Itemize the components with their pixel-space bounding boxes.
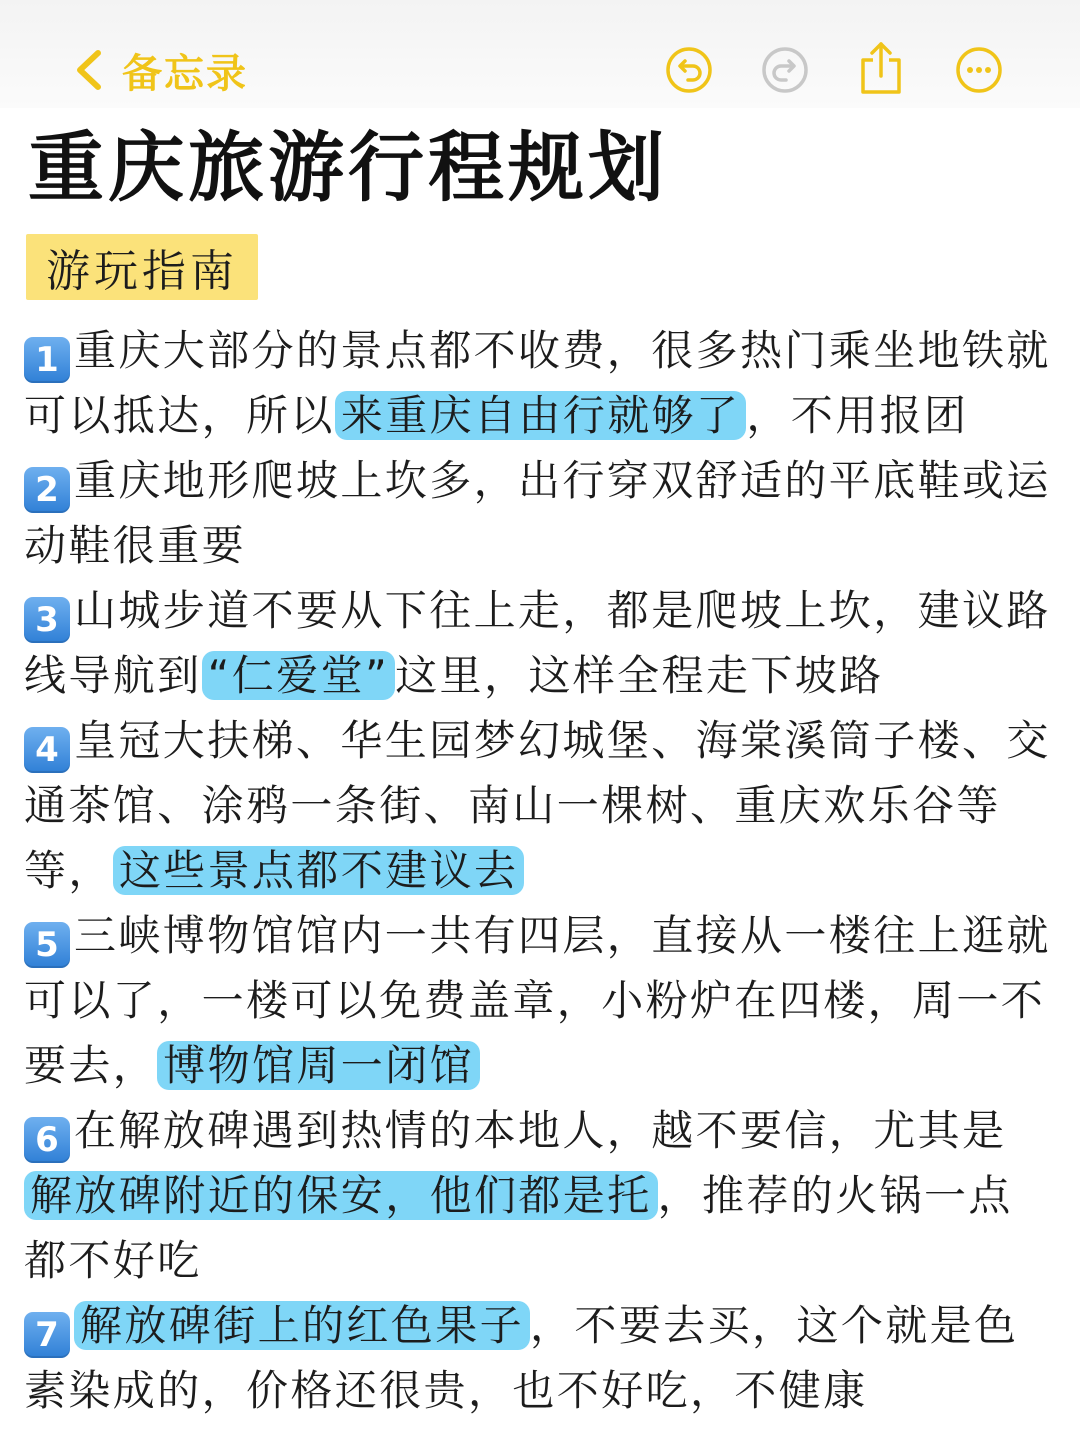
section-tag [26, 234, 258, 300]
list-item [24, 448, 1056, 578]
item-text: 重庆地形爬坡上坎多，出行穿双舒适的平底鞋或运动鞋很重要 [24, 456, 1051, 570]
highlighted-text: 解放碑附近的保安，他们都是托 [24, 1171, 658, 1220]
number-badge-icon: 2 [24, 467, 70, 513]
highlighted-text: “仁爱堂” [202, 651, 396, 700]
number-badge-icon: 7 [24, 1312, 70, 1358]
number-badge-icon: 4 [24, 727, 70, 773]
note-title: 重庆旅游行程规划 [28, 123, 668, 212]
item-text-end: ，不用报团 [746, 391, 969, 440]
section-tag-label: 游玩指南 [46, 246, 238, 297]
item-text-end: ，推荐的火锅一点都不好吃 [24, 1171, 1013, 1285]
item-text: 在解放碑遇到热情的本地人，越不要信，尤其是 [74, 1106, 1007, 1155]
share-button[interactable] [856, 40, 906, 96]
item-text-end: 这里，这样全程走下坡路 [395, 651, 884, 700]
note-body[interactable] [24, 318, 1056, 1423]
highlighted-text: 这些景点都不建议去 [113, 846, 525, 895]
redo-button[interactable] [760, 45, 810, 95]
number-badge-icon: 6 [24, 1117, 70, 1163]
item-text: 皇冠大扶梯、华生园梦幻城堡、海棠溪筒子楼、交通茶馆、涂鸦一条街、南山一棵树、重庆欢乐谷等等， [24, 716, 1051, 895]
more-icon [954, 45, 1004, 95]
item-text: 重庆大部分的景点都不收费，很多热门乘坐地铁就可以抵达，所以 [24, 326, 1051, 440]
list-item [24, 1293, 1056, 1423]
back-label: 备忘录 [122, 50, 248, 97]
highlighted-text: 来重庆自由行就够了 [335, 391, 747, 440]
navigation-bar [0, 0, 1080, 108]
chevron-left-icon [72, 48, 106, 92]
highlighted-text: 解放碑街上的红色果子 [74, 1301, 530, 1350]
item-text-end: ，不要去买，这个就是色素染成的，价格还很贵，也不好吃，不健康 [24, 1301, 1019, 1415]
more-button[interactable] [954, 45, 1004, 95]
number-badge-icon: 3 [24, 597, 70, 643]
share-icon [856, 40, 906, 96]
item-text: 三峡博物馆馆内一共有四层，直接从一楼往上逛就可以了，一楼可以免费盖章，小粉炉在四楼，周一不要去， [24, 911, 1051, 1090]
number-badge-icon: 1 [24, 337, 70, 383]
undo-icon [664, 45, 714, 95]
back-button[interactable] [72, 42, 248, 98]
list-item [24, 903, 1056, 1098]
list-item [24, 708, 1056, 903]
list-item [24, 1098, 1056, 1293]
item-text: 山城步道不要从下往上走，都是爬坡上坎，建议路线导航到 [24, 586, 1051, 700]
number-badge-icon: 5 [24, 922, 70, 968]
list-item [24, 578, 1056, 708]
highlighted-text: 博物馆周一闭馆 [157, 1041, 480, 1090]
redo-icon [760, 45, 810, 95]
list-item [24, 318, 1056, 448]
undo-button[interactable] [664, 45, 714, 95]
